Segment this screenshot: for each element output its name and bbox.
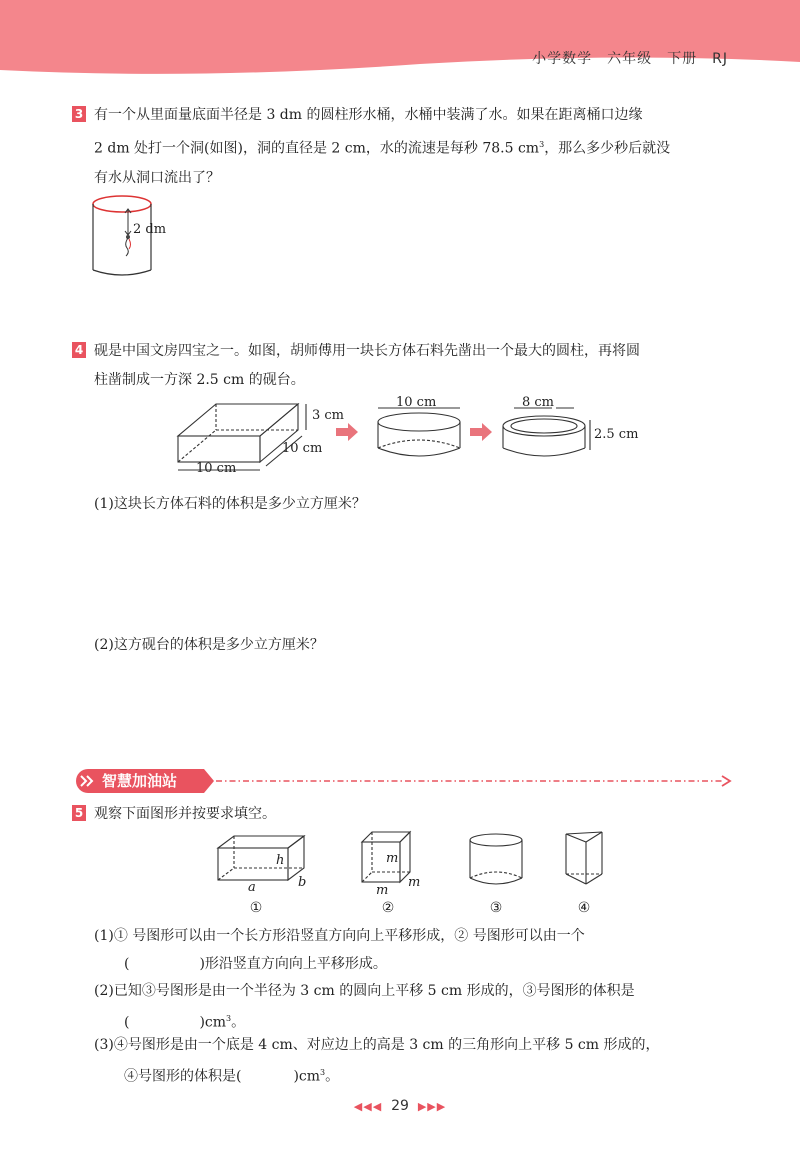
q4-text [72, 337, 742, 395]
q5-sub2-line1: (2)已知③号图形是由一个半径为 3 cm 的圆向上平移 5 cm 形成的，③号图形的体积是 [94, 983, 635, 999]
q3-line2a: 2 dm 处打一个洞(如图)，洞的直径是 2 cm，水的流速是每秒 78.5 cm [94, 140, 540, 157]
q3-number: 3 [72, 106, 86, 122]
inkstone-depth-label: 2.5 cm [594, 427, 639, 442]
q3-line1: 有一个从里面量底面半径是 3 dm 的圆柱形水桶，水桶中装满了水。如果在距离桶口边缘 [94, 107, 643, 123]
page-number: 29 [391, 1098, 409, 1114]
q5-number: 5 [72, 805, 86, 821]
q3-line2-sup: 3 [539, 140, 545, 149]
q5-sub1-open: ( [124, 956, 130, 972]
box-depth-label: 10 cm [282, 441, 323, 456]
q5-sub2 [94, 977, 734, 1037]
shape-num-4: ④ [577, 900, 591, 916]
q3-line3: 有水从洞口流出了？ [94, 169, 220, 186]
label-m-side: m [408, 875, 421, 890]
page-header [0, 0, 800, 80]
q5-sub3-sup: 3 [320, 1068, 326, 1077]
cylinder-width-label: 10 cm [396, 395, 437, 410]
q5-sub3-end: 。 [325, 1068, 340, 1085]
label-m-bottom: m [376, 883, 389, 898]
page-footer [0, 1098, 800, 1114]
cylinder [378, 408, 460, 456]
q5-sub3-close: )cm [293, 1068, 321, 1085]
header-title: 小学数学 六年级 下册 RJ [532, 51, 728, 67]
q5-sub3-line1: (3)④号图形是由一个底是 4 cm、对应边上的高是 3 cm 的三角形向上平移 5 cm 形成的， [94, 1037, 660, 1053]
q5-sub2-open: ( [124, 1014, 130, 1031]
label-h: h [276, 853, 285, 868]
q3-bucket-figure [86, 182, 196, 282]
q4-line1: 砚是中国文房四宝之一。如图，胡师傅用一块长方体石料先凿出一个最大的圆柱，再将圆 [94, 343, 640, 359]
shape-1-cuboid [218, 836, 304, 880]
shape-4-prism [566, 832, 602, 884]
q4-number: 4 [72, 342, 86, 358]
banner-title: 智慧加油站 [102, 772, 178, 790]
box-width-label: 10 cm [196, 461, 237, 476]
left-arrows-icon: ◀◀◀ [353, 1100, 383, 1113]
q4-figure [170, 392, 650, 484]
shape-num-3: ③ [489, 900, 503, 916]
inkstone-width-label: 8 cm [522, 395, 555, 410]
smart-station-banner [74, 767, 734, 795]
shape-num-2: ② [381, 900, 395, 916]
q3-text [72, 101, 742, 193]
q5-title: 观察下面图形并按要求填空。 [94, 806, 276, 822]
q5-sub2-close: )cm [199, 1014, 227, 1031]
q4-sub1: (1)这块长方体石料的体积是多少立方厘米？ [94, 496, 366, 512]
q5-shapes-figure [210, 828, 630, 916]
q5-sub3-open: ④号图形的体积是( [124, 1068, 242, 1085]
q5-sub3 [94, 1031, 734, 1091]
label-m-front: m [386, 851, 399, 866]
label-b: b [298, 875, 307, 890]
q3-line2b: ，那么多少秒后就没 [544, 140, 671, 157]
right-arrows-icon: ▶▶▶ [417, 1100, 447, 1113]
q5-sub2-end: 。 [231, 1014, 246, 1031]
q4-line2: 柱凿制成一方深 2.5 cm 的砚台。 [94, 372, 305, 388]
shape-num-1: ① [249, 900, 263, 916]
arrow-1-icon [336, 423, 358, 441]
q5-sub2-sup: 3 [226, 1014, 232, 1023]
arrow-2-icon [470, 423, 492, 441]
header-band [0, 0, 800, 80]
inkstone [503, 408, 590, 456]
q5-sub1 [94, 922, 734, 978]
q5-title-line [72, 800, 276, 829]
q5-sub1-line1: (1)① 号图形可以由一个长方形沿竖直方向向上平移形成，② 号图形可以由一个 [94, 928, 585, 944]
q4-sub2: (2)这方砚台的体积是多少立方厘米？ [94, 637, 324, 653]
label-a: a [248, 880, 256, 895]
shape-3-cylinder [470, 834, 522, 884]
q3-label-2dm: 2 dm [133, 222, 167, 237]
box-height-label: 3 cm [312, 408, 345, 423]
q5-sub1-close: )形沿竖直方向向上平移形成。 [199, 956, 387, 972]
